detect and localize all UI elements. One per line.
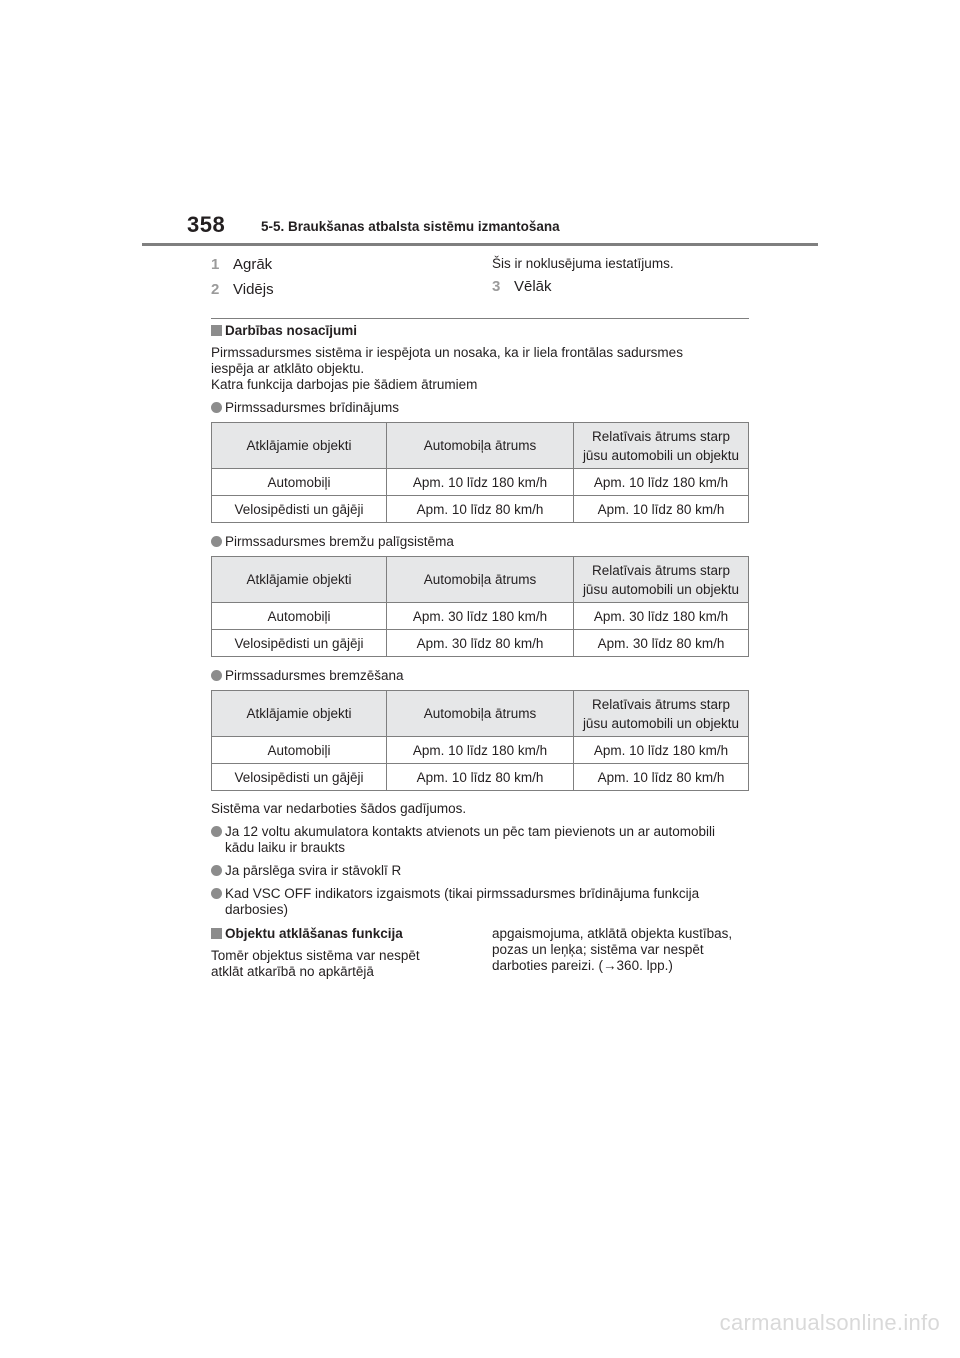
header-relative-speed	[574, 557, 749, 603]
bullet-pre-collision-warning	[211, 400, 399, 416]
heading-text: Objektu atklāšanas funkcija	[225, 926, 403, 941]
heading-text: Darbības nosacījumi	[225, 323, 358, 338]
text-line: atklāt atkarībā no apkārtējā	[211, 964, 374, 979]
page-number: 358	[187, 212, 226, 237]
header-objects: Atklājamie objekti	[212, 423, 387, 469]
cell-vehicle-speed: Apm. 10 līdz 80 km/h	[387, 496, 574, 523]
text-line: apgaismojuma, atklātā objekta kustības,	[492, 926, 733, 941]
cell-relative-speed: Apm. 30 līdz 80 km/h	[574, 630, 749, 657]
square-bullet-icon	[211, 325, 222, 336]
cell-vehicle-speed: Apm. 30 līdz 180 km/h	[387, 603, 574, 630]
header-divider	[142, 243, 818, 246]
bullet-line: Ja 12 voltu akumulatora kontakts atvienots un pēc tam pievienots un ar automobili	[225, 824, 716, 839]
header-line: jūsu automobili un objektu	[582, 581, 740, 597]
option-label: Vēlāk	[514, 278, 552, 295]
bullet-pre-collision-braking	[211, 668, 404, 684]
table-row	[212, 737, 749, 764]
bullet-text: Pirmssadursmes bremžu palīgsistēma	[225, 534, 454, 549]
cell-object: Automobiļi	[212, 603, 387, 630]
table-header-row	[212, 691, 749, 737]
header-line: jūsu automobili un objektu	[582, 447, 740, 463]
header-line: jūsu automobili un objektu	[582, 715, 740, 731]
header-line: Relatīvais ātrums starp	[591, 428, 731, 444]
header-line: Relatīvais ātrums starp	[591, 562, 731, 578]
option-middle	[211, 281, 274, 298]
option-number: 2	[211, 281, 220, 298]
bullet-line: kādu laiku ir braukts	[225, 840, 346, 855]
cell-relative-speed: Apm. 30 līdz 180 km/h	[574, 603, 749, 630]
option-earlier	[211, 256, 272, 273]
cell-relative-speed: Apm. 10 līdz 180 km/h	[574, 737, 749, 764]
header-objects: Atklājamie objekti	[212, 691, 387, 737]
detection-text-left	[211, 948, 420, 980]
cell-vehicle-speed: Apm. 10 līdz 180 km/h	[387, 469, 574, 496]
watermark: carmanualsonline.info	[719, 1310, 940, 1335]
cell-object: Automobiļi	[212, 469, 387, 496]
table-row	[212, 630, 749, 657]
section-divider	[211, 318, 749, 319]
text-line: pozas un leņķa; sistēma var nespēt	[492, 942, 704, 957]
option-later	[492, 278, 552, 295]
option-number: 1	[211, 256, 220, 273]
round-bullet-icon	[211, 670, 222, 681]
bullet-vsc-off	[211, 886, 751, 918]
header-vehicle-speed: Automobiļa ātrums	[387, 423, 574, 469]
cell-object: Automobiļi	[212, 737, 387, 764]
bullet-shift-lever	[211, 863, 401, 879]
table-header-row	[212, 423, 749, 469]
intro-line: Katra funkcija darbojas pie šādiem ātrumiem	[211, 377, 478, 392]
bullet-text: Ja pārslēga svira ir stāvoklī R	[225, 863, 402, 878]
text-line: Tomēr objektus sistēma var nespēt	[211, 948, 420, 963]
header-vehicle-speed: Automobiļa ātrums	[387, 557, 574, 603]
header-line: Relatīvais ātrums starp	[591, 696, 731, 712]
detection-heading	[211, 926, 403, 941]
bullet-text	[225, 824, 715, 856]
round-bullet-icon	[211, 865, 222, 876]
header-objects: Atklājamie objekti	[212, 557, 387, 603]
round-bullet-icon	[211, 826, 222, 837]
speed-table-warning	[211, 422, 749, 523]
round-bullet-icon	[211, 402, 222, 413]
default-setting-note: Šis ir noklusējuma iestatījums.	[492, 256, 674, 271]
operating-conditions-heading	[211, 323, 357, 338]
section-title: 5-5. Braukšanas atbalsta sistēmu izmantošana	[261, 219, 560, 234]
square-bullet-icon	[211, 928, 222, 939]
bullet-line: Kad VSC OFF indikators izgaismots (tikai pirmssadursmes brīdinājuma funkcija	[225, 886, 700, 901]
option-label: Agrāk	[233, 256, 273, 273]
cell-relative-speed: Apm. 10 līdz 180 km/h	[574, 469, 749, 496]
header-relative-speed	[574, 423, 749, 469]
cell-relative-speed: Apm. 10 līdz 80 km/h	[574, 496, 749, 523]
table-row	[212, 469, 749, 496]
cell-object: Velosipēdisti un gājēji	[212, 630, 387, 657]
bullet-text: Pirmssadursmes brīdinājums	[225, 400, 400, 415]
not-operating-intro: Sistēma var nedarboties šādos gadījumos.	[211, 801, 467, 816]
bullet-battery	[211, 824, 751, 856]
table-row	[212, 764, 749, 791]
cell-object: Velosipēdisti un gājēji	[212, 764, 387, 791]
cell-vehicle-speed: Apm. 10 līdz 180 km/h	[387, 737, 574, 764]
header-relative-speed	[574, 691, 749, 737]
intro-line: Pirmssadursmes sistēma ir iespējota un nosaka, ka ir liela frontālas sadursmes	[211, 345, 683, 360]
bullet-text: Pirmssadursmes bremzēšana	[225, 668, 404, 683]
text-line: darboties pareizi. (→360. lpp.)	[492, 958, 673, 973]
bullet-line: darbosies)	[225, 902, 289, 917]
option-label: Vidējs	[233, 281, 274, 298]
cell-vehicle-speed: Apm. 30 līdz 80 km/h	[387, 630, 574, 657]
bullet-brake-assist	[211, 534, 454, 550]
option-number: 3	[492, 278, 501, 295]
speed-table-brake-assist	[211, 556, 749, 657]
round-bullet-icon	[211, 536, 222, 547]
table-header-row	[212, 557, 749, 603]
header-vehicle-speed: Automobiļa ātrums	[387, 691, 574, 737]
intro-line: iespēja ar atklāto objektu.	[211, 361, 365, 376]
cell-relative-speed: Apm. 10 līdz 80 km/h	[574, 764, 749, 791]
bullet-text	[225, 886, 699, 918]
table-row	[212, 603, 749, 630]
detection-text-right	[492, 926, 732, 974]
cell-vehicle-speed: Apm. 10 līdz 80 km/h	[387, 764, 574, 791]
operating-intro	[211, 345, 751, 393]
cell-object: Velosipēdisti un gājēji	[212, 496, 387, 523]
table-row	[212, 496, 749, 523]
speed-table-braking	[211, 690, 749, 791]
round-bullet-icon	[211, 888, 222, 899]
